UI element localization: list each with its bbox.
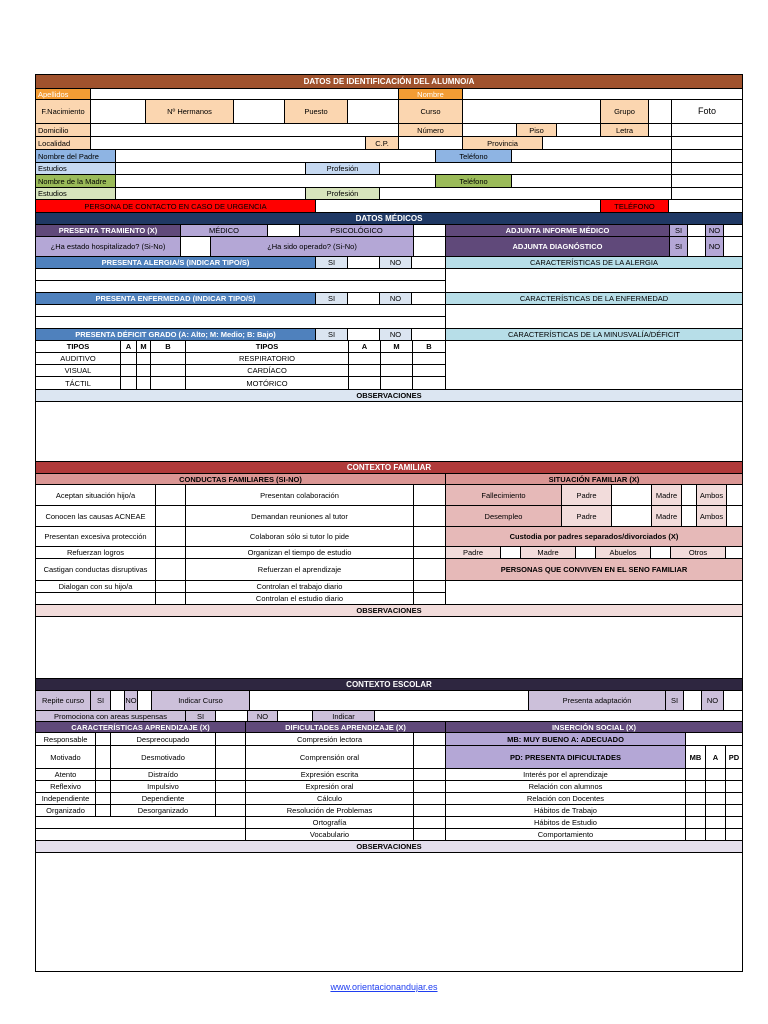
cp-label: C.P. [366,137,399,150]
m-header: M [137,341,151,353]
telefono-urgencia-label: TELÉFONO [601,200,669,213]
observaciones-medicas-label: OBSERVACIONES [36,390,742,402]
ins-check[interactable] [706,817,726,829]
car-check[interactable] [216,746,246,769]
conviven-label: PERSONAS QUE CONVIVEN EN EL SENO FAMILIAR [446,559,742,581]
adaptacion-si-label: SI [666,691,684,711]
dif-check[interactable] [414,781,446,793]
fallecimiento-padre-check[interactable] [612,485,652,506]
ins-check[interactable] [686,829,706,841]
diag-si-label: SI [670,237,688,257]
deficit-si-check[interactable] [348,329,380,341]
conv-madre-check[interactable] [576,547,596,559]
enfermedad-field-2[interactable] [36,317,446,329]
informe-si-label: SI [670,225,688,237]
dif-check[interactable] [414,746,446,769]
conducta-mid: Colaboran sólo si tutor lo pide [186,527,414,547]
carac-enfermedad-label: CARACTERÍSTICAS DE LA ENFERMEDAD [446,293,742,305]
desempleo-padre-check[interactable] [612,506,652,527]
promociona-indicar-field[interactable] [375,711,742,722]
estudios-madre-field[interactable] [116,188,306,200]
ins-item: Hábitos de Estudio [446,817,686,829]
car-check[interactable] [96,805,111,817]
nombre-label: Nombre [399,89,463,100]
tratamiento-label: PRESENTA TRAMIENTO (X) [36,225,181,237]
provincia-label: Provincia [463,137,543,150]
grade-cell[interactable] [121,365,137,377]
telefono-padre-label: Teléfono [436,150,512,163]
grade-cell[interactable] [381,365,413,377]
ins-check[interactable] [686,793,706,805]
promociona-label: Promociona con areas suspensas [36,711,186,722]
madre-label: Nombre de la Madre [36,175,116,188]
operado-field[interactable] [414,237,446,257]
ins-check[interactable] [706,805,726,817]
conducta-field[interactable] [414,559,446,581]
mb-header: MB [686,746,706,769]
grade-cell[interactable] [349,377,381,390]
car-check[interactable] [216,781,246,793]
telefono-urgencia-field[interactable] [669,200,742,213]
car-apr-label: CARACTERÍSTICAS APRENDIZAJE (X) [36,722,246,733]
adaptacion-no-label: NO [702,691,724,711]
section-title-familiar: CONTEXTO FAMILIAR [36,462,742,474]
indicar-curso-field[interactable] [250,691,529,711]
promociona-indicar-label: Indicar [313,711,375,722]
grade-cell[interactable] [121,377,137,390]
ins-check[interactable] [726,769,742,781]
grade-cell[interactable] [349,365,381,377]
deficit-label: PRESENTA DÉFICIT GRADO (A: Alto; M: Medio; B: Bajo) [36,329,316,341]
ins-item: Comportamiento [446,829,686,841]
section-title-identificacion: DATOS DE IDENTIFICACIÓN DEL ALUMNO/A [36,75,742,89]
domicilio-field[interactable] [91,124,399,137]
deficit-no-label: NO [380,329,412,341]
ins-check[interactable] [686,817,706,829]
estudios-padre-field[interactable] [116,163,306,175]
desempleo-label: Desempleo [446,506,562,527]
conducta-field[interactable] [414,581,446,593]
conducta-mid: Presentan colaboración [186,485,414,506]
deficit-no-check[interactable] [412,329,446,341]
grade-cell[interactable] [413,377,446,390]
ins-check[interactable] [726,829,742,841]
footer-link[interactable]: www.orientacionandujar.es [330,982,438,992]
car-check[interactable] [96,733,111,746]
cp-field[interactable] [399,137,463,150]
piso-field[interactable] [557,124,601,137]
medico-check[interactable] [268,225,300,237]
conducta-mid: Controlan el trabajo diario [186,581,414,593]
conducta-left: Refuerzan logros [36,547,156,559]
enfermedad-si-label: SI [316,293,348,305]
b-header-2: B [413,341,446,353]
dif-item: Compresión lectora [246,733,414,746]
car-left: Responsable [36,733,96,746]
foto-box-cont [672,163,742,175]
contacto-label: PERSONA DE CONTACTO EN CASO DE URGENCIA [36,200,316,213]
desempleo-madre-label: Madre [652,506,682,527]
observaciones-escolares-field[interactable] [36,853,742,961]
adjunta-diag-label: ADJUNTA DIAGNÓSTICO [446,237,670,257]
alergia-si-check[interactable] [348,257,380,269]
carac-enfermedad-field-cont [446,317,742,329]
custodia-label: Custodia por padres separados/divorciados (X) [446,527,742,547]
profesion-padre-field[interactable] [380,163,672,175]
adjunta-informe-label: ADJUNTA INFORME MÉDICO [446,225,670,237]
numero-label: Número [399,124,463,137]
medico-label: MÉDICO [181,225,268,237]
foto-box[interactable]: Foto [672,100,742,124]
legend-blank [686,733,742,746]
b-header: B [151,341,186,353]
domicilio-label: Domicilio [36,124,91,137]
piso-label: Piso [517,124,557,137]
observaciones-familiares-field[interactable] [36,617,742,679]
grupo-label: Grupo [601,100,649,124]
respiratorio-label: RESPIRATORIO [186,353,349,365]
promociona-no-check[interactable] [278,711,313,722]
pd-header: PD [726,746,742,769]
carac-alergia-field-cont [446,281,742,293]
section-title-escolar: CONTEXTO ESCOLAR [36,679,742,691]
conducta-field[interactable] [414,527,446,547]
a-header: A [121,341,137,353]
conv-madre-label: Madre [521,547,576,559]
hospitalizado-field[interactable] [181,237,211,257]
enfermedad-si-check[interactable] [348,293,380,305]
grupo-field[interactable] [649,100,672,124]
car-right: Distraído [111,769,216,781]
legend-1: MB: MUY BUENO A: ADECUADO [446,733,686,746]
grade-cell[interactable] [121,353,137,365]
localidad-field[interactable] [91,137,366,150]
diag-no-check[interactable] [724,237,742,257]
foto-box-cont [672,124,742,137]
legend-2: PD: PRESENTA DIFICULTADES [446,746,686,769]
repite-no-label: NO [125,691,138,711]
tipos-header-2: TIPOS [186,341,349,353]
ins-check[interactable] [686,805,706,817]
alergia-field-2[interactable] [36,281,446,293]
diag-no-label: NO [706,237,724,257]
apellidos-field[interactable] [91,89,399,100]
conducta-left: Castigan conductas disruptivas [36,559,156,581]
conv-padre-label: Padre [446,547,501,559]
provincia-field[interactable] [543,137,672,150]
grade-cell[interactable] [381,377,413,390]
grade-cell[interactable] [137,377,151,390]
conv-otros-label: Otros [671,547,726,559]
conducta-left: Dialogan con su hijo/a [36,581,156,593]
padre-field[interactable] [116,150,436,163]
profesion-madre-field[interactable] [380,188,672,200]
student-form [35,74,743,972]
conducta-left-empty [36,593,156,605]
fnac-field[interactable] [91,100,146,124]
car-right: Desmotivado [111,746,216,769]
desempleo-ambos-label: Ambos [697,506,727,527]
m-header-2: M [381,341,413,353]
ins-check[interactable] [726,781,742,793]
conductas-label: CONDUCTAS FAMILIARES (SI-NO) [36,474,446,485]
carac-alergia-field[interactable] [446,269,742,281]
promociona-no-label: NO [248,711,278,722]
numero-field[interactable] [463,124,517,137]
tipos-header: TIPOS [36,341,121,353]
car-left: Organizado [36,805,96,817]
observaciones-familiares-label: OBSERVACIONES [36,605,742,617]
grade-cell[interactable] [137,353,151,365]
carac-minus-field[interactable] [446,341,742,390]
adaptacion-label: Presenta adaptación [529,691,666,711]
adaptacion-no-check[interactable] [724,691,742,711]
conv-abuelos-check[interactable] [651,547,671,559]
contacto-field[interactable] [316,200,601,213]
cardiaco-label: CARDÍACO [186,365,349,377]
ins-item: Relación con alumnos [446,781,686,793]
ins-item: Hábitos de Trabajo [446,805,686,817]
telefono-madre-label: Teléfono [436,175,512,188]
ins-check[interactable] [726,817,742,829]
car-check[interactable] [96,781,111,793]
carac-alergia-label: CARACTERÍSTICAS DE LA ALERGIA [446,257,742,269]
car-check[interactable] [96,746,111,769]
ins-item: Relación con Docentes [446,793,686,805]
psicologico-check[interactable] [414,225,446,237]
apellidos-label: Apellidos [36,89,91,100]
conducta-mid: Organizan el tiempo de estudio [186,547,414,559]
conducta-left: Presentan excesiva protección [36,527,156,547]
fallecimiento-padre-label: Padre [562,485,612,506]
conviven-field[interactable] [446,581,742,605]
localidad-label: Localidad [36,137,91,150]
informe-si-check[interactable] [688,225,706,237]
conducta-mid: Refuerzan el aprendizaje [186,559,414,581]
conducta-field[interactable] [414,593,446,605]
profesion-padre-label: Profesión [306,163,380,175]
ins-soc-label: INSERCIÓN SOCIAL (X) [446,722,742,733]
car-left: Independiente [36,793,96,805]
alergia-si-label: SI [316,257,348,269]
hermanos-label: Nº Hermanos [146,100,234,124]
dif-check[interactable] [414,829,446,841]
ins-check[interactable] [726,805,742,817]
car-check[interactable] [96,793,111,805]
car-empty [36,817,246,829]
fallecimiento-ambos-label: Ambos [697,485,727,506]
psicologico-label: PSICOLÓGICO [300,225,414,237]
desempleo-ambos-check[interactable] [727,506,742,527]
conducta-field[interactable] [414,547,446,559]
conv-otros-check[interactable] [726,547,742,559]
car-right: Desorganizado [111,805,216,817]
enfermedad-field-1[interactable] [36,305,446,317]
dif-check[interactable] [414,817,446,829]
enfermedad-label: PRESENTA ENFERMEDAD (INDICAR TIPO/S) [36,293,316,305]
grade-cell[interactable] [151,353,186,365]
dif-item: Vocabulario [246,829,414,841]
desempleo-padre-label: Padre [562,506,612,527]
car-right: Despreocupado [111,733,216,746]
grade-cell[interactable] [349,353,381,365]
curso-label: Curso [399,100,463,124]
alergia-field-1[interactable] [36,269,446,281]
dif-item: Expresión oral [246,781,414,793]
foto-box-cont [672,175,742,188]
curso-field[interactable] [463,100,601,124]
car-check[interactable] [96,769,111,781]
letra-label: Letra [601,124,649,137]
car-left: Motivado [36,746,96,769]
a-header-2: A [349,341,381,353]
car-left: Reflexivo [36,781,96,793]
informe-no-check[interactable] [724,225,742,237]
auditivo-label: AUDITIVO [36,353,121,365]
estudios-padre-label: Estudios [36,163,116,175]
car-empty [36,829,246,841]
conv-padre-check[interactable] [501,547,521,559]
car-right: Dependiente [111,793,216,805]
conducta-field[interactable] [156,527,186,547]
observaciones-escolares-label: OBSERVACIONES [36,841,742,853]
fnac-label: F.Nacimiento [36,100,91,124]
conv-abuelos-label: Abuelos [596,547,651,559]
alergia-no-label: NO [380,257,412,269]
car-left: Atento [36,769,96,781]
observaciones-medicas-field[interactable] [36,402,742,462]
nombre-field[interactable] [463,89,742,100]
puesto-field[interactable] [348,100,399,124]
adaptacion-si-check[interactable] [684,691,702,711]
telefono-padre-field[interactable] [512,150,672,163]
ins-check[interactable] [706,829,726,841]
promociona-si-label: SI [186,711,216,722]
conducta-left: Aceptan situación hijo/a [36,485,156,506]
dif-item: Cálculo [246,793,414,805]
hospitalizado-label: ¿Ha estado hospitalizado? (Si-No) [36,237,181,257]
indicar-curso-label: Indicar Curso [152,691,250,711]
footer [0,982,768,992]
car-check[interactable] [216,769,246,781]
foto-box-cont [672,188,742,200]
dif-check[interactable] [414,733,446,746]
conducta-field[interactable] [156,547,186,559]
diag-si-check[interactable] [688,237,706,257]
dif-item: Expresión escrita [246,769,414,781]
conducta-left: Conocen las causas ACNEAE [36,506,156,527]
informe-no-label: NO [706,225,724,237]
grade-cell[interactable] [381,353,413,365]
carac-minus-label: CARACTERÍSTICAS DE LA MINUSVALÍA/DÉFICIT [446,329,742,341]
conducta-field[interactable] [156,581,186,593]
dif-apr-label: DIFICULTADES APRENDIZAJE (X) [246,722,446,733]
tactil-label: TÁCTIL [36,377,121,390]
foto-box-cont [672,137,742,150]
ins-check[interactable] [686,781,706,793]
foto-box-cont [672,150,742,163]
dif-item: Resolución de Problemas [246,805,414,817]
ins-check[interactable] [686,769,706,781]
a-header: A [706,746,726,769]
promociona-si-check[interactable] [216,711,248,722]
grade-cell[interactable] [151,377,186,390]
padre-label: Nombre del Padre [36,150,116,163]
car-check[interactable] [216,733,246,746]
desempleo-madre-check[interactable] [682,506,697,527]
grade-cell[interactable] [413,353,446,365]
conducta-mid: Demandan reuniones al tutor [186,506,414,527]
conducta-mid: Controlan el estudio diario [186,593,414,605]
alergia-label: PRESENTA ALERGIA/S (INDICAR TIPO/S) [36,257,316,269]
motorico-label: MOTÓRICO [186,377,349,390]
ins-check[interactable] [706,769,726,781]
car-check[interactable] [216,805,246,817]
grade-cell[interactable] [151,365,186,377]
profesion-madre-label: Profesión [306,188,380,200]
dif-check[interactable] [414,769,446,781]
repite-label: Repite curso [36,691,91,711]
enfermedad-no-label: NO [380,293,412,305]
section-title-medicos: DATOS MÉDICOS [36,213,742,225]
dif-check[interactable] [414,805,446,817]
dif-check[interactable] [414,793,446,805]
conducta-field[interactable] [414,485,446,506]
situacion-label: SITUACIÓN FAMILIAR (X) [446,474,742,485]
enfermedad-no-check[interactable] [412,293,446,305]
fallecimiento-label: Fallecimiento [446,485,562,506]
letra-field[interactable] [649,124,672,137]
conducta-field[interactable] [156,559,186,581]
conducta-field[interactable] [414,506,446,527]
carac-enfermedad-field[interactable] [446,305,742,317]
repite-si-label: SI [91,691,111,711]
conducta-field[interactable] [156,593,186,605]
ins-check[interactable] [706,793,726,805]
fallecimiento-madre-check[interactable] [682,485,697,506]
car-right: Impulsivo [111,781,216,793]
ins-item: Interés por el aprendizaje [446,769,686,781]
dif-item: Comprensión oral [246,746,414,769]
madre-field[interactable] [116,175,436,188]
repite-no-check[interactable] [138,691,152,711]
car-check[interactable] [216,793,246,805]
ins-check[interactable] [726,793,742,805]
hermanos-field[interactable] [234,100,285,124]
operado-label: ¿Ha sido operado? (Si-No) [211,237,414,257]
dif-item: Ortografía [246,817,414,829]
puesto-label: Puesto [285,100,348,124]
grade-cell[interactable] [137,365,151,377]
conducta-field[interactable] [156,485,186,506]
conducta-field[interactable] [156,506,186,527]
ins-check[interactable] [706,781,726,793]
grade-cell[interactable] [413,365,446,377]
estudios-madre-label: Estudios [36,188,116,200]
deficit-si-label: SI [316,329,348,341]
fallecimiento-ambos-check[interactable] [727,485,742,506]
telefono-madre-field[interactable] [512,175,672,188]
repite-si-check[interactable] [111,691,125,711]
alergia-no-check[interactable] [412,257,446,269]
fallecimiento-madre-label: Madre [652,485,682,506]
visual-label: VISUAL [36,365,121,377]
